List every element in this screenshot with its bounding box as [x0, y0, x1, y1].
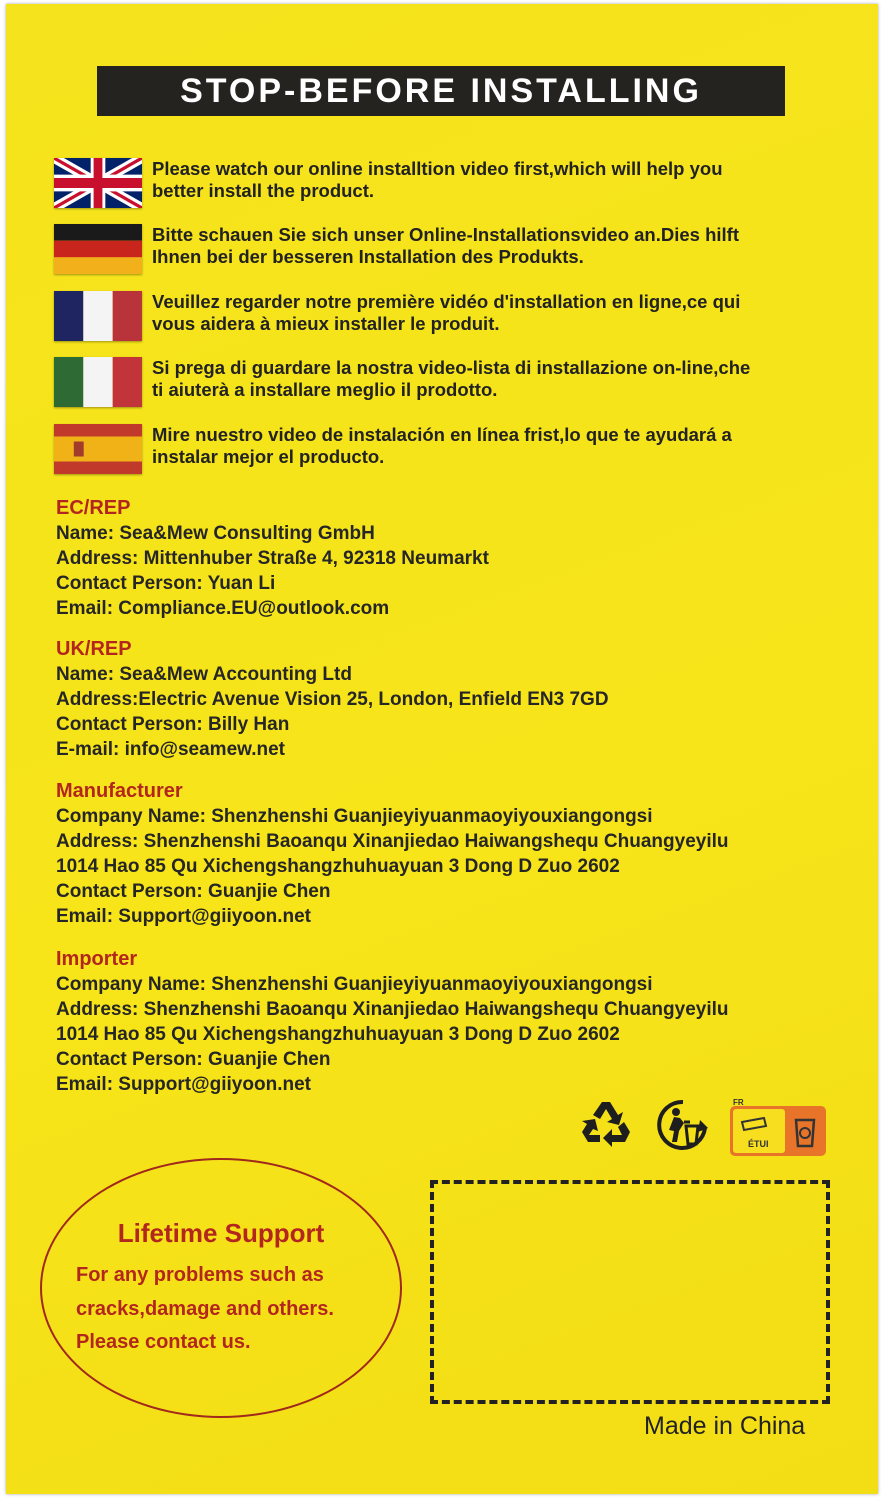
importer-section — [56, 947, 836, 1097]
lang-row-french — [54, 291, 854, 345]
spain-flag-icon — [54, 424, 142, 474]
info-line: 1014 Hao 85 Qu Xichengshangzhuhuayuan 3 Dong D Zuo 2602 — [56, 856, 620, 877]
label-placeholder-box — [430, 1180, 830, 1404]
section-heading: UK/REP — [56, 638, 132, 660]
info-line: Company Name: Shenzhenshi Guanjieyiyuanmaoyiyouxiangongsi — [56, 806, 653, 827]
lang-line: Bitte schauen Sie sich unser Online-Installationsvideo an.Dies hilft — [152, 224, 739, 245]
lang-line: Si prega di guardare la nostra video-lista di installazione on-line,che — [152, 357, 751, 378]
lang-line: Ihnen bei der besseren Installation des Produkts. — [152, 246, 584, 267]
recycle-icon — [578, 1098, 634, 1155]
lang-row-german — [54, 224, 854, 278]
info-line: 1014 Hao 85 Qu Xichengshangzhuhuayuan 3 Dong D Zuo 2602 — [56, 1024, 620, 1045]
info-line: Email: Compliance.EU@outlook.com — [56, 598, 390, 619]
lang-row-english — [54, 158, 854, 212]
support-line: Please contact us. — [76, 1331, 251, 1353]
germany-flag-icon — [54, 224, 142, 274]
lang-line: instalar mejor el producto. — [152, 446, 385, 467]
info-line: Company Name: Shenzhenshi Guanjieyiyuanmaoyiyouxiangongsi — [56, 974, 653, 995]
italy-flag-icon — [54, 357, 142, 407]
info-line: Name: Sea&Mew Consulting GmbH — [56, 523, 375, 544]
tidyman-icon — [654, 1098, 712, 1157]
support-line: For any problems such as — [76, 1264, 324, 1286]
lifetime-support-badge — [40, 1158, 402, 1418]
info-line: Address: Shenzhenshi Baoanqu Xinanjiedao Haiwangshequ Chuangyeyilu — [56, 831, 729, 852]
info-line: Address:Electric Avenue Vision 25, London, Enfield EN3 7GD — [56, 689, 609, 710]
manufacturer-section — [56, 779, 836, 929]
section-heading: EC/REP — [56, 497, 131, 519]
support-line: cracks,damage and others. — [76, 1298, 334, 1320]
section-heading: Manufacturer — [56, 780, 183, 802]
svg-text:ÉTUI: ÉTUI — [748, 1139, 769, 1149]
info-line: Contact Person: Guanjie Chen — [56, 1049, 331, 1070]
france-flag-icon — [54, 291, 142, 341]
info-line: Email: Support@giiyoon.net — [56, 1074, 311, 1095]
info-line: Contact Person: Guanjie Chen — [56, 881, 331, 902]
banner-title: STOP-BEFORE INSTALLING — [97, 66, 785, 116]
info-line: E-mail: info@seamew.net — [56, 739, 285, 760]
lang-line: Mire nuestro video de instalación en línea frist,lo que te ayudará a — [152, 424, 732, 445]
lang-line: Please watch our online installtion video first,which will help you — [152, 158, 723, 179]
section-heading: Importer — [56, 948, 138, 970]
uk-flag-icon — [54, 158, 142, 208]
info-line: Contact Person: Yuan Li — [56, 573, 276, 594]
svg-text:FR: FR — [733, 1098, 744, 1107]
info-line: Address: Shenzhenshi Baoanqu Xinanjiedao Haiwangshequ Chuangyeyilu — [56, 999, 729, 1020]
info-line: Contact Person: Billy Han — [56, 714, 290, 735]
ec-rep-section — [56, 496, 836, 621]
info-line: Address: Mittenhuber Straße 4, 92318 Neumarkt — [56, 548, 489, 569]
lang-row-spanish — [54, 424, 854, 478]
lang-row-italian — [54, 357, 854, 411]
info-line: Email: Support@giiyoon.net — [56, 906, 311, 927]
lang-line: Veuillez regarder notre première vidéo d'installation en ligne,ce qui — [152, 291, 741, 312]
lang-line: ti aiuterà a installare meglio il prodotto. — [152, 379, 498, 400]
lang-line: better install the product. — [152, 180, 375, 201]
lang-line: vous aidera à mieux installer le produit. — [152, 313, 500, 334]
info-line: Name: Sea&Mew Accounting Ltd — [56, 664, 352, 685]
made-in-label: Made in China — [644, 1412, 806, 1440]
support-title: Lifetime Support — [117, 1218, 325, 1248]
triman-icon — [730, 1096, 826, 1161]
uk-rep-section — [56, 637, 836, 762]
